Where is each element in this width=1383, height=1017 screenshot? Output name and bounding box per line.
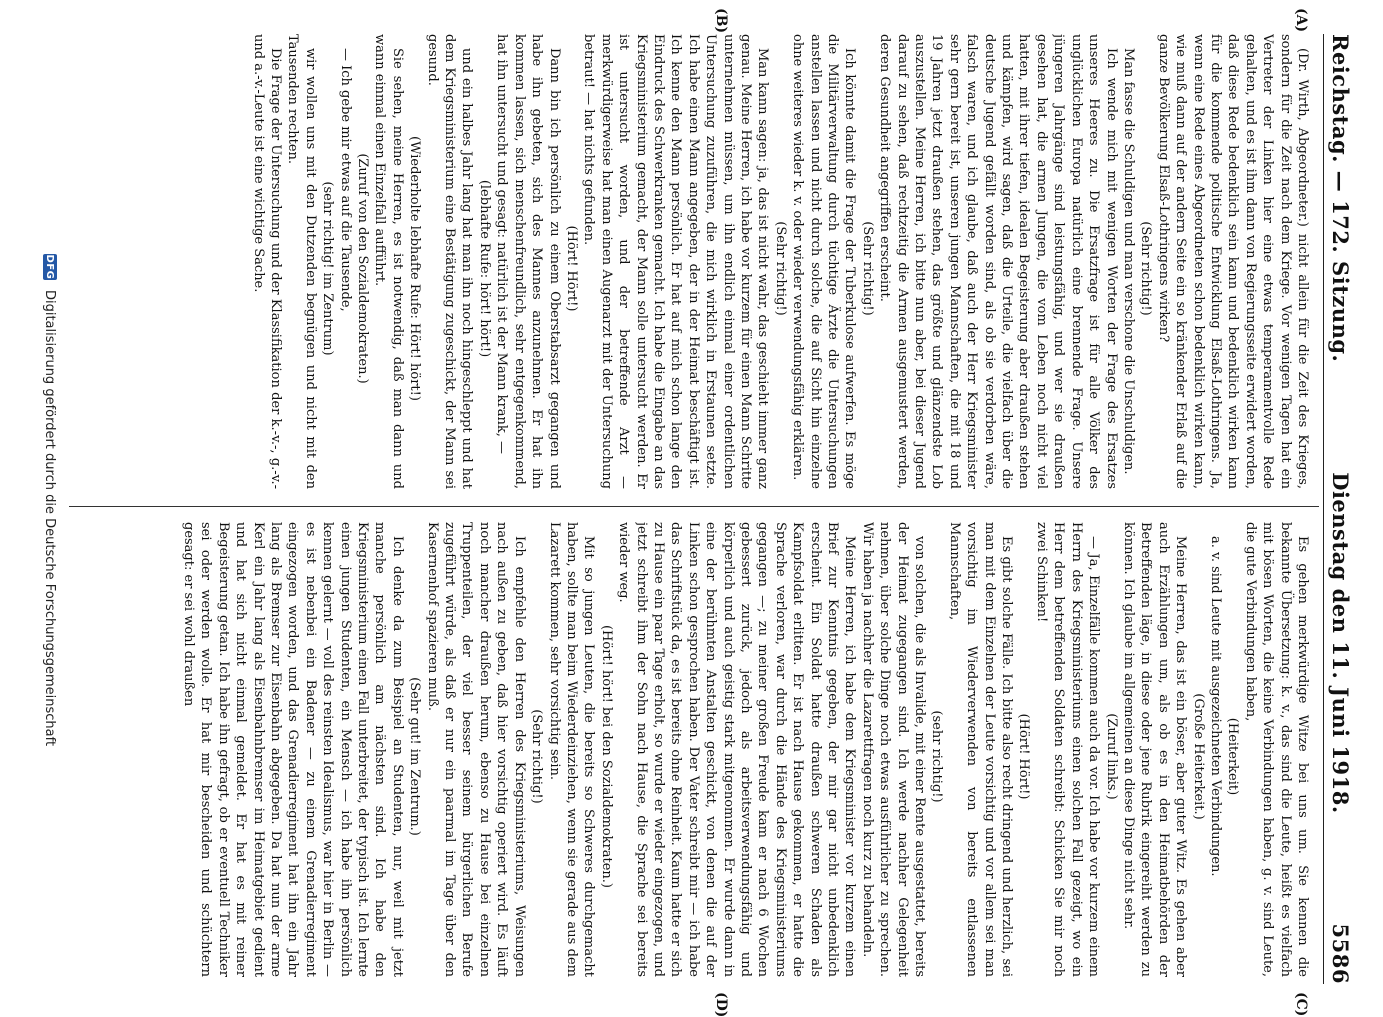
text-paragraph: und ein halbes Jahr lang hat man ihn noch hingeschleppt und hat dem Kriegsministerium eine Bestätigung zugeschickt, der Mann sei gesund.	[424, 34, 475, 489]
text-paragraph: Dann bin ich persönlich zu einem Oberstabsarzt gegangen und habe ihn gebeten, sich des Mannes anzunehmen. Er hat ihn kommen lassen, sich menschenfreundlich, sehr entgegenkommend, hat ihn untersucht und gesagt: natürlich ist der Mann krank, —	[494, 34, 562, 489]
stage-direction: (Hört! Hört!)	[563, 225, 579, 312]
stage-direction: (Heiterkeit)	[1225, 717, 1241, 796]
text-paragraph: von solchen, die als Invalide, mit einer Rente ausgestattet, bereits der Heimat zugegangen sind. Ich werde nachher Gelegenheit nehmen, über solche Dinge noch etwas ausführlicher zu sprechen. Wir haben ja nachher die Lazarettfragen noch kurz zu behandeln.	[859, 522, 928, 977]
text-paragraph: Meine Herren, ich habe dem Kriegsminister vor kurzem einen Brief zur Kenntnis gegeben, der mir gar nicht unbedenklich erscheint. Ein Soldat hatte draußen schweren Schaden als Kampfsoldat erlitten. Er ist nach Hause gekommen, er hatte die Sprache verloren, war durch die Hände des Kriegsministeriums gegangen —; zu meiner großen Freude kam er nach 6 Wochen gebessert zurück, jedoch als arbeitsverwendungsfähig und körperlich und auch geistig stark mitgenommen. Er wurde dann in eine der berühmten Anstalten geschickt, von denen die auf der Linken schon gesprochen haben. Der Vater schreibt mir — ich habe das Schriftstück da, es ist bereits ohne Reinheit. Kaum hatte er sich zu Hause ein paar Tage erholt, so wurde er wieder eingezogen, und jetzt schreibt ihm der Sohn nach Hause, die Sprache sei bereits wieder weg.	[616, 522, 858, 977]
stage-direction: (Sehr gut! im Zentrum.)	[407, 677, 423, 836]
newspaper-page	[69, 8, 1369, 1017]
text-paragraph: Ich könnte damit die Frage der Tuberkulose aufwerfen. Es möge die Militärverwaltung durch tüchtige Ärzte die Untersuchungen anstellen lassen und nicht durch solche, die auf Sicht hin einzelne ohne weiteres wieder k. v. oder wieder verwendungsfähig erklären.	[790, 34, 858, 489]
margin-marker-a: (A)	[1293, 8, 1309, 33]
text-paragraph: Man fasse die Schuldigen und man verschone die Unschuldigen.	[1120, 48, 1136, 475]
stage-direction: (lebhafte Rufe: hört! hört!)	[476, 179, 492, 358]
stage-direction: (Sehr richtig!)	[529, 709, 545, 804]
text-paragraph: Es gehen merkwürdige Witze bei uns um. Sie kennen die bekannte Übersetzung: k. v., das sind die Leute, heißt es vielfach mit bösen Worten, die keine Verbindungen haben, g. v. sind Leute, die gute Verbindungen haben,	[1242, 522, 1310, 977]
text-paragraph: a. v. sind Leute mit ausgezeichneten Verbindungen.	[1207, 536, 1223, 877]
text-paragraph: (Dr. Wirth, Abgeordneter.) nicht allein für die Zeit des Krieges, sondern für die Zeit nach dem Kriege. Vor wenigen Tagen hat ein Vertreter der Linken hier eine etwas temperamentvolle Rede gehalten, und es ist ihm dann von Regierungsseite erwidert worden, daß diese Rede bedenklich sein kann und bedenklich wirken kann für die kommende politische Entwicklung Elsaß-Lothringens. Ja, wenn eine Rede eines Abgeordneten schon bedenklich wirken kann, wie muß dann auf der andern Seite ein so kränkender Erlaß auf die ganze Bevölkerung Elsaß-Lothringens wirken?	[1155, 34, 1310, 489]
text-paragraph: Sie sehen, meine Herren, es ist notwendig, daß man dann und wann einmal einen Einzelfall aufführt.	[372, 34, 405, 489]
text-paragraph: Meine Herren, das ist ein böser, aber guter Witz. Es gehen aber auch Erzählungen um, als ob es in den Heimatbehörden der Betreffenden läge, in diese oder jene Rubrik eingereiht werden zu können. Ich glaube im allgemeinen an diese Dinge nicht sehr.	[1120, 522, 1189, 977]
dfg-logo: DFG	[44, 254, 56, 280]
digitization-footer	[35, 0, 65, 1000]
left-column	[81, 34, 1311, 489]
text-paragraph: Ich empfehle den Herren des Kriegsministeriums, Weisungen nach außen zu geben, daß hier vorsichtig operiert wird. Es läuft noch mancher draußen herum, ebenso zu Hause bei einzelnen Truppenteilen, der viel besser seinem bürgerlichen Berufe zugeführt würde, als daß er nur ein paarmal im Tage über den Kasernenhof spazieren muß.	[424, 522, 527, 977]
stage-direction: (Zuruf von den Sozialdemokraten.)	[355, 153, 371, 384]
page-header	[1323, 34, 1369, 984]
stage-direction: (Große Heiterkeit.)	[1190, 693, 1206, 820]
margin-marker-b: (B)	[713, 8, 729, 34]
stage-direction: (sehr richtig! im Zentrum)	[320, 181, 336, 356]
text-paragraph: — Ja, Einzelfälle kommen auch da vor. Ich habe vor kurzem einem Herrn des Kriegsministeriums einen solchen Fall gezeigt, wo ein Herr dem betreffenden Soldaten schreibt: Schicken Sie mir noch zwei Schinken!	[1033, 522, 1102, 977]
stage-direction: (Sehr richtig!)	[772, 221, 788, 316]
stage-direction: (Hört! Hört!)	[1016, 713, 1032, 800]
stage-direction: (Hört! hört! bei den Sozialdemokraten.)	[598, 624, 614, 888]
text-paragraph: Man kann sagen: ja, das ist nicht wahr, das geschieht immer ganz genau. Meine Herren, ich habe vor kurzem für einen Mann Schritte unternehmen müssen, um ihn endlich einmal einer ordentlichen Untersuchung zuzuführen, die mich wirklich in Erstaunen setzte. Ich habe einen Mann angegeben, der in der Heimat beschäftigt ist. Ich kenne den Mann persönlich. Er hat auf mich schon lange den Eindruck des Schwerkranken gemacht. Ich habe die Eingabe an das Kriegsministerium gemacht, der Mann solle untersucht werden. Er ist untersucht worden, und der betreffende Arzt — merkwürdigerweise hat man einen Augenarzt mit der Untersuchung betraut! — hat nichts gefunden.	[581, 34, 771, 489]
header-title: Reichstag. — 172. Sitzung.	[1328, 34, 1353, 363]
text-paragraph: — Ich gebe mir etwas auf die Tausende,	[337, 48, 353, 312]
text-paragraph: Ich wende mich mit wenigen Worten der Frage des Ersatzes unseres Heeres zu. Die Ersatzfrage ist für alle Völker des unglücklichen Europa natürlich eine brennende Frage. Unsere jüngeren Jahrgänge sind leistungsfähig, und wer sie draußen gesehen hat, die armen Jungen, die vom Leben noch nicht viel hatten, mit ihrer tiefen, idealen Begeisterung aber draußen stehen und kämpfen, wird sagen, daß die Urteile, die vielfach über die deutsche Jugend gefällt worden sind, als ob sie verdorben wäre, falsch waren, und ich glaube, daß auch der Herr Kriegsminister sehr gern bereit ist, unseren jungen Mannschaften, die mit 18 und 19 Jahren jetzt draußen stehen, das größte und glänzendste Lob auszustellen. Meine Herren, ich bitte nun aber, bei dieser Jugend darauf zu sehen, daß rechtzeitig die Armen ausgemustert werden, deren Gesundheit angegriffen erscheint.	[877, 34, 1119, 489]
digitization-credit: Digitalisierung gefördert durch die Deutsche Forschungsgemeinschaft	[42, 289, 58, 747]
right-column	[81, 522, 1311, 977]
text-paragraph: Es gibt solche Fälle. Ich bitte also recht dringend und herzlich, sei man mit dem Einzelnen der Leute vorsichtig und vor allem sei man vorsichtig im Wiederverwenden von bereits entlassenen Mannschaften,	[946, 522, 1015, 977]
stage-direction: (Sehr richtig!)	[859, 221, 875, 316]
page-number: 5586	[1328, 923, 1353, 984]
margin-marker-c: (C)	[1293, 992, 1309, 1017]
stage-direction: (Zuruf links.)	[1103, 713, 1119, 800]
stage-direction: (sehr richtig!)	[929, 710, 945, 803]
margin-marker-d: (D)	[713, 992, 729, 1017]
text-paragraph: wir wollen uns mit den Dutzenden begnügen und nicht mit den Tausenden rechten.	[285, 34, 318, 489]
text-paragraph: Die Frage der Untersuchung und der Klassifikation der k.-v.-, g.-v.- und a.-v.-Leute ist eine wichtige Sache.	[250, 34, 284, 489]
stage-direction: (Sehr richtig!)	[1138, 221, 1154, 316]
text-paragraph: Ich denke da zum Beispiel an Studenten, nur, weil mit jetzt manche persönlich am nächsten sind. Ich habe den Kriegsministerium einen Fall unterbreitet, der typisch ist. Ich lernte einen jungen Studenten, ein Mensch — ich habe ihn persönlich kennen gelernt — voll des reinsten Idealismus, war hier in Berlin — es ist nebenbei ein Badener — zu einem Grenadierregiment eingezogen worden, und das Grenadierregiment hat ihn ein Jahr lang als Bremser zur Eisenbahn abgegeben. Da hat nun der arme Kerl ein Jahr lang als Eisenbahnbremser im Heimatgebiet gedient und hat sich nicht einmal gemeldet. Er hat es mit reiner Begeisterung getan. Ich habe ihn gefragt, ob er eventuell Techniker sei oder werden wolle. Er hat mir bescheiden und schüchtern gesagt: er sei wohl draußen	[181, 522, 405, 977]
column-divider	[69, 506, 1319, 507]
text-paragraph: Mit so jungen Leuten, die bereits so Schweres durchgemacht haben, sollte man beim Wiederdeinziehen, wenn sie gerade aus dem Lazarett kommen, sehr vorsichtig sein.	[546, 522, 597, 977]
header-date: Dienstag den 11. Juni 1918.	[1328, 472, 1353, 814]
stage-direction: (Wiederholte lebhafte Rufe: Hört! hört!)	[407, 136, 423, 401]
